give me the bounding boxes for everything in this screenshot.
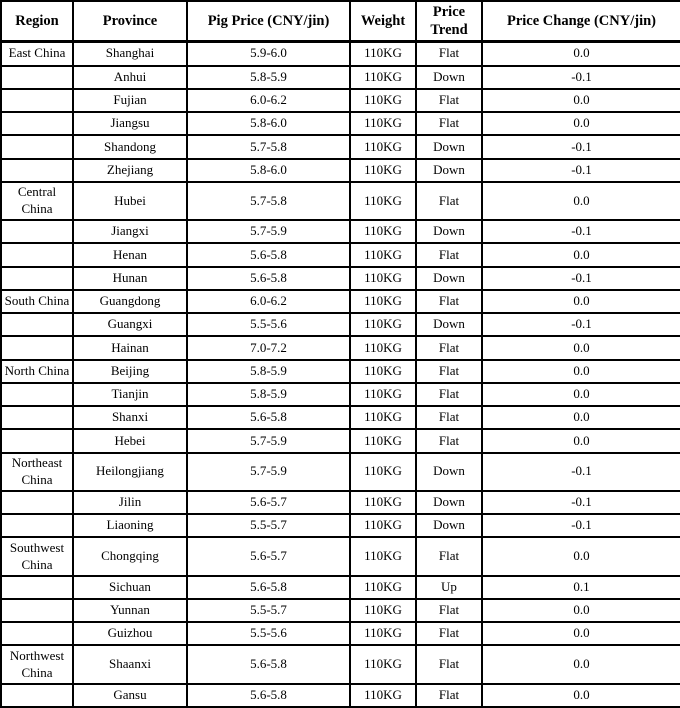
cell-province: Hunan — [73, 267, 187, 290]
cell-change: 0.0 — [482, 290, 680, 313]
cell-region — [1, 267, 73, 290]
table-row — [1, 42, 680, 66]
cell-region — [1, 406, 73, 429]
table-row — [1, 537, 680, 575]
cell-province: Beijing — [73, 360, 187, 383]
cell-region: Southwest China — [1, 537, 73, 575]
cell-trend: Flat — [416, 89, 482, 112]
header-row — [1, 1, 680, 42]
cell-change: -0.1 — [482, 267, 680, 290]
cell-trend: Down — [416, 453, 482, 491]
cell-price: 5.7-5.8 — [187, 182, 350, 220]
cell-weight: 110KG — [350, 360, 416, 383]
cell-trend: Flat — [416, 684, 482, 707]
table-row — [1, 290, 680, 313]
cell-price: 5.6-5.8 — [187, 576, 350, 599]
cell-weight: 110KG — [350, 684, 416, 707]
cell-change: 0.0 — [482, 89, 680, 112]
cell-trend: Flat — [416, 645, 482, 683]
cell-weight: 110KG — [350, 429, 416, 452]
cell-price: 5.7-5.9 — [187, 220, 350, 243]
cell-change: 0.0 — [482, 112, 680, 135]
cell-weight: 110KG — [350, 336, 416, 359]
cell-price: 5.8-6.0 — [187, 159, 350, 182]
cell-price: 6.0-6.2 — [187, 89, 350, 112]
cell-weight: 110KG — [350, 537, 416, 575]
cell-price: 5.7-5.9 — [187, 429, 350, 452]
cell-change: 0.0 — [482, 406, 680, 429]
cell-price: 5.7-5.8 — [187, 135, 350, 158]
cell-province: Chongqing — [73, 537, 187, 575]
cell-trend: Up — [416, 576, 482, 599]
cell-change: 0.0 — [482, 537, 680, 575]
column-header-weight: Weight — [350, 1, 416, 42]
cell-weight: 110KG — [350, 406, 416, 429]
cell-change: -0.1 — [482, 453, 680, 491]
cell-province: Jiangxi — [73, 220, 187, 243]
cell-trend: Flat — [416, 537, 482, 575]
cell-price: 5.5-5.6 — [187, 622, 350, 645]
cell-region — [1, 429, 73, 452]
column-header-price-trend: Price Trend — [416, 1, 482, 42]
cell-region — [1, 599, 73, 622]
cell-change: 0.0 — [482, 599, 680, 622]
cell-weight: 110KG — [350, 220, 416, 243]
table-row — [1, 383, 680, 406]
cell-province: Gansu — [73, 684, 187, 707]
table-row — [1, 220, 680, 243]
cell-region — [1, 684, 73, 707]
cell-region — [1, 243, 73, 266]
cell-price: 5.6-5.8 — [187, 267, 350, 290]
cell-price: 5.8-5.9 — [187, 66, 350, 89]
cell-province: Zhejiang — [73, 159, 187, 182]
cell-region — [1, 622, 73, 645]
cell-change: 0.0 — [482, 360, 680, 383]
cell-province: Liaoning — [73, 514, 187, 537]
cell-region: North China — [1, 360, 73, 383]
cell-trend: Flat — [416, 243, 482, 266]
cell-price: 5.6-5.8 — [187, 243, 350, 266]
cell-price: 5.5-5.7 — [187, 514, 350, 537]
cell-weight: 110KG — [350, 645, 416, 683]
cell-price: 7.0-7.2 — [187, 336, 350, 359]
cell-trend: Down — [416, 66, 482, 89]
cell-price: 6.0-6.2 — [187, 290, 350, 313]
cell-province: Sichuan — [73, 576, 187, 599]
table-row — [1, 159, 680, 182]
cell-weight: 110KG — [350, 622, 416, 645]
column-header-province: Province — [73, 1, 187, 42]
cell-weight: 110KG — [350, 576, 416, 599]
cell-change: 0.0 — [482, 42, 680, 66]
cell-region — [1, 89, 73, 112]
cell-price: 5.8-6.0 — [187, 112, 350, 135]
table-row — [1, 313, 680, 336]
cell-trend: Down — [416, 491, 482, 514]
cell-weight: 110KG — [350, 453, 416, 491]
cell-price: 5.6-5.8 — [187, 406, 350, 429]
cell-province: Hainan — [73, 336, 187, 359]
cell-trend: Down — [416, 220, 482, 243]
column-header-pig-price: Pig Price (CNY/jin) — [187, 1, 350, 42]
cell-change: -0.1 — [482, 135, 680, 158]
cell-province: Tianjin — [73, 383, 187, 406]
cell-weight: 110KG — [350, 182, 416, 220]
cell-price: 5.6-5.8 — [187, 645, 350, 683]
cell-trend: Flat — [416, 42, 482, 66]
cell-price: 5.6-5.8 — [187, 684, 350, 707]
cell-province: Shanghai — [73, 42, 187, 66]
table-row — [1, 112, 680, 135]
cell-province: Shanxi — [73, 406, 187, 429]
cell-weight: 110KG — [350, 290, 416, 313]
cell-change: -0.1 — [482, 159, 680, 182]
cell-trend: Down — [416, 313, 482, 336]
cell-trend: Down — [416, 514, 482, 537]
cell-region — [1, 514, 73, 537]
table-row — [1, 576, 680, 599]
cell-trend: Down — [416, 267, 482, 290]
cell-trend: Flat — [416, 383, 482, 406]
cell-province: Hubei — [73, 182, 187, 220]
table-row — [1, 645, 680, 683]
cell-region — [1, 576, 73, 599]
cell-price: 5.5-5.6 — [187, 313, 350, 336]
cell-trend: Flat — [416, 290, 482, 313]
cell-trend: Down — [416, 135, 482, 158]
table-row — [1, 89, 680, 112]
cell-region — [1, 112, 73, 135]
cell-province: Jiangsu — [73, 112, 187, 135]
cell-trend: Flat — [416, 360, 482, 383]
cell-province: Guangdong — [73, 290, 187, 313]
cell-weight: 110KG — [350, 243, 416, 266]
table-row — [1, 514, 680, 537]
cell-change: -0.1 — [482, 491, 680, 514]
cell-price: 5.6-5.7 — [187, 491, 350, 514]
cell-weight: 110KG — [350, 135, 416, 158]
cell-weight: 110KG — [350, 267, 416, 290]
cell-change: 0.0 — [482, 383, 680, 406]
cell-price: 5.5-5.7 — [187, 599, 350, 622]
cell-province: Anhui — [73, 66, 187, 89]
cell-price: 5.8-5.9 — [187, 360, 350, 383]
cell-province: Guangxi — [73, 313, 187, 336]
table-row — [1, 360, 680, 383]
cell-change: 0.0 — [482, 429, 680, 452]
cell-province: Shaanxi — [73, 645, 187, 683]
cell-province: Shandong — [73, 135, 187, 158]
cell-weight: 110KG — [350, 514, 416, 537]
cell-trend: Flat — [416, 429, 482, 452]
cell-region: Northwest China — [1, 645, 73, 683]
cell-region — [1, 491, 73, 514]
cell-region: South China — [1, 290, 73, 313]
cell-change: -0.1 — [482, 313, 680, 336]
cell-province: Guizhou — [73, 622, 187, 645]
cell-price: 5.9-6.0 — [187, 42, 350, 66]
cell-trend: Flat — [416, 336, 482, 359]
cell-region: East China — [1, 42, 73, 66]
table-row — [1, 406, 680, 429]
table-row — [1, 267, 680, 290]
cell-weight: 110KG — [350, 159, 416, 182]
table-row — [1, 243, 680, 266]
table-row — [1, 622, 680, 645]
cell-change: 0.0 — [482, 336, 680, 359]
cell-province: Fujian — [73, 89, 187, 112]
cell-region — [1, 159, 73, 182]
table-row — [1, 599, 680, 622]
cell-trend: Flat — [416, 622, 482, 645]
column-header-price-change: Price Change (CNY/jin) — [482, 1, 680, 42]
cell-region: Central China — [1, 182, 73, 220]
table-header — [1, 1, 680, 42]
cell-province: Yunnan — [73, 599, 187, 622]
cell-change: 0.0 — [482, 684, 680, 707]
table-row — [1, 491, 680, 514]
cell-weight: 110KG — [350, 42, 416, 66]
cell-change: -0.1 — [482, 220, 680, 243]
cell-weight: 110KG — [350, 491, 416, 514]
cell-change: 0.0 — [482, 645, 680, 683]
cell-price: 5.8-5.9 — [187, 383, 350, 406]
table-row — [1, 66, 680, 89]
cell-region — [1, 220, 73, 243]
cell-region — [1, 383, 73, 406]
cell-region: Northeast China — [1, 453, 73, 491]
cell-weight: 110KG — [350, 89, 416, 112]
cell-price: 5.7-5.9 — [187, 453, 350, 491]
cell-weight: 110KG — [350, 313, 416, 336]
cell-region — [1, 313, 73, 336]
cell-trend: Flat — [416, 599, 482, 622]
cell-change: 0.1 — [482, 576, 680, 599]
table-body — [1, 42, 680, 707]
table-row — [1, 429, 680, 452]
cell-region — [1, 66, 73, 89]
cell-province: Henan — [73, 243, 187, 266]
cell-weight: 110KG — [350, 599, 416, 622]
cell-weight: 110KG — [350, 112, 416, 135]
cell-province: Jilin — [73, 491, 187, 514]
table-row — [1, 453, 680, 491]
cell-weight: 110KG — [350, 66, 416, 89]
cell-trend: Down — [416, 159, 482, 182]
cell-province: Heilongjiang — [73, 453, 187, 491]
cell-change: 0.0 — [482, 182, 680, 220]
cell-trend: Flat — [416, 112, 482, 135]
cell-change: 0.0 — [482, 622, 680, 645]
table-row — [1, 336, 680, 359]
cell-trend: Flat — [416, 182, 482, 220]
table-row — [1, 684, 680, 707]
cell-trend: Flat — [416, 406, 482, 429]
column-header-region: Region — [1, 1, 73, 42]
cell-region — [1, 336, 73, 359]
cell-region — [1, 135, 73, 158]
cell-change: -0.1 — [482, 66, 680, 89]
cell-change: 0.0 — [482, 243, 680, 266]
cell-change: -0.1 — [482, 514, 680, 537]
cell-province: Hebei — [73, 429, 187, 452]
table-row — [1, 135, 680, 158]
table-row — [1, 182, 680, 220]
cell-weight: 110KG — [350, 383, 416, 406]
cell-price: 5.6-5.7 — [187, 537, 350, 575]
